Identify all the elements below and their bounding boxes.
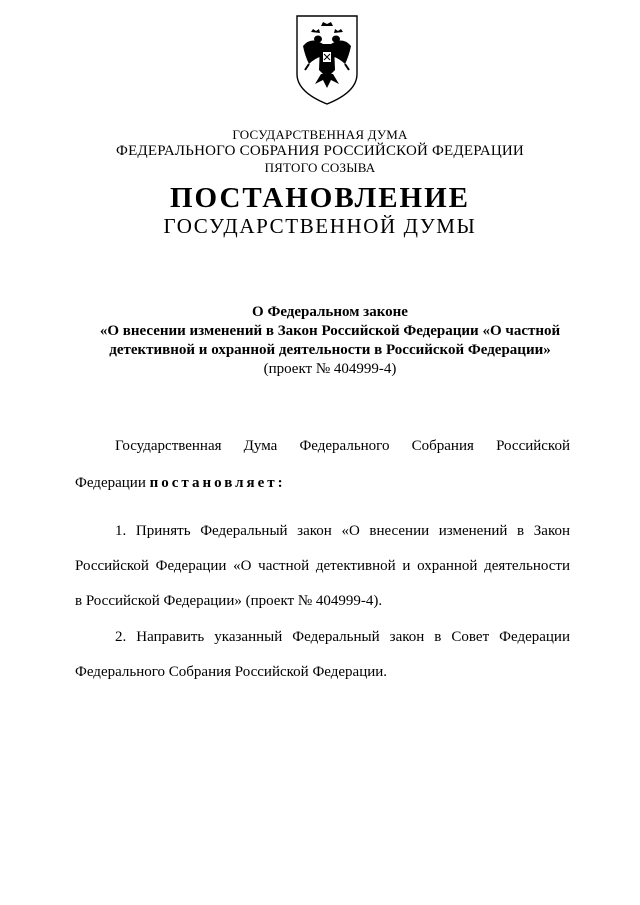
header-line-2: ФЕДЕРАЛЬНОГО СОБРАНИЯ РОССИЙСКОЙ ФЕДЕРАЦИИ (116, 143, 524, 159)
preamble-paragraph (75, 428, 570, 502)
preamble-line-2-start: Федерации (75, 475, 146, 491)
about-block (40, 303, 620, 379)
item-2-line-1: 2. Направить указанный Федеральный закон в Совет Федерации (115, 629, 570, 645)
project-number: (проект № 404999-4) (263, 361, 397, 377)
about-line-2: «О внесении изменений в Закон Российской Федерации «О частной (99, 323, 561, 339)
document-subtitle: ГОСУДАРСТВЕННОЙ ДУМЫ (163, 214, 477, 238)
preamble-line-2 (75, 475, 286, 491)
coat-of-arms-icon (293, 12, 361, 108)
issuer-header (0, 127, 640, 176)
item-1-line-2: Российской Федерации «О частной детективной и охранной деятельности (75, 558, 570, 574)
header-line-1: ГОСУДАРСТВЕННАЯ ДУМА (232, 127, 408, 142)
about-line-3: детективной и охранной деятельности в Российской Федерации» (109, 342, 551, 358)
about-line-1: О Федеральном законе (252, 304, 408, 320)
item-1-paragraph (75, 514, 570, 619)
item-2-paragraph (75, 620, 570, 690)
document-title: ПОСТАНОВЛЕНИЕ (169, 182, 470, 214)
header-line-3: ПЯТОГО СОЗЫВА (264, 160, 376, 175)
item-2-line-2: Федерального Собрания Российской Федерации. (75, 664, 388, 680)
item-1-line-3: в Российской Федерации» (проект № 404999-4). (75, 593, 383, 609)
preamble-line-1: Государственная Дума Федерального Собрания Российской (115, 438, 570, 454)
preamble-resolves: постановляет: (149, 475, 286, 491)
item-1-line-1: 1. Принять Федеральный закон «О внесении изменений в Закон (115, 523, 570, 539)
